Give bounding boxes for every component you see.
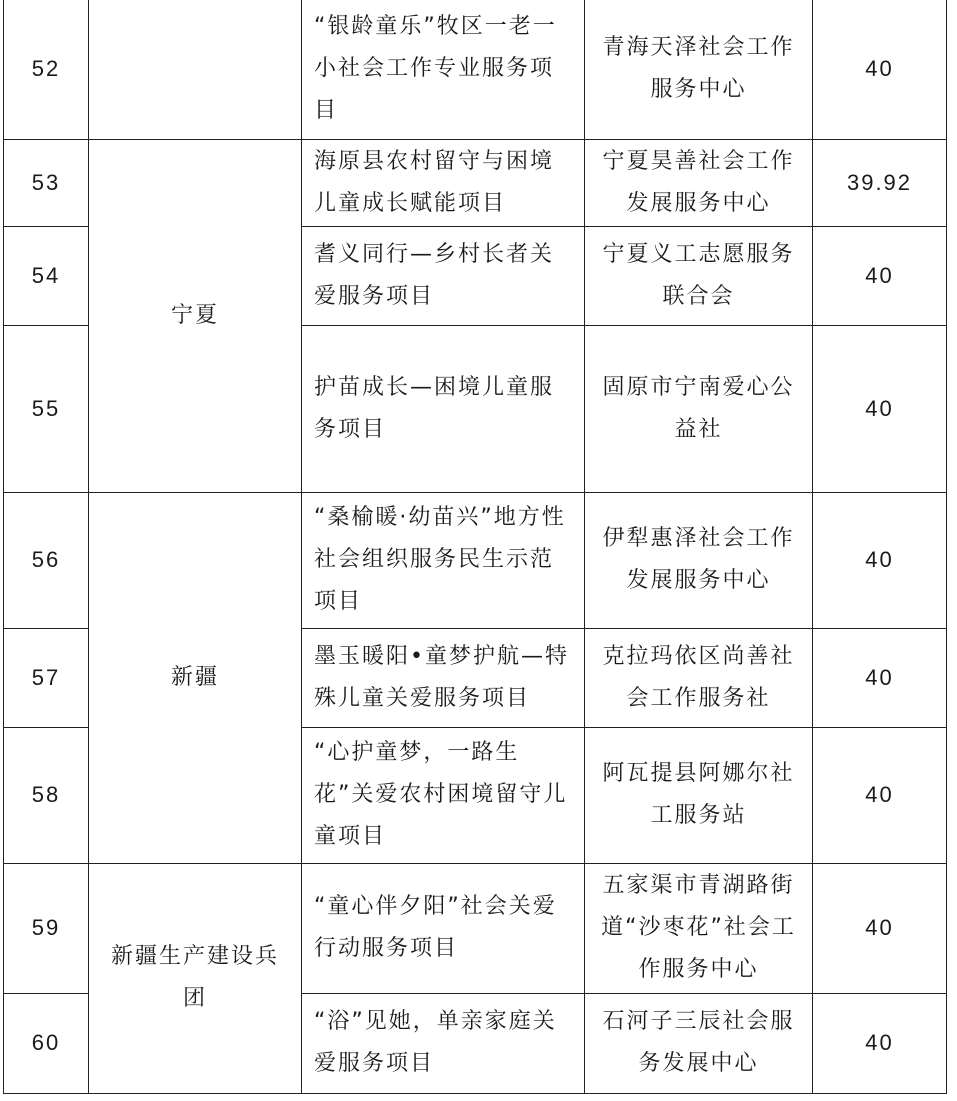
project-name: 海原县农村留守与困境儿童成长赋能项目 (302, 139, 585, 226)
organization-name: 伊犁惠泽社会工作发展服务中心 (585, 492, 813, 628)
score: 40 (813, 727, 947, 863)
project-name: “童心伴夕阳”社会关爱行动服务项目 (302, 863, 585, 993)
project-name: 墨玉暖阳•童梦护航—特殊儿童关爱服务项目 (302, 628, 585, 727)
table-row (4, 863, 947, 993)
organization-name: 宁夏昊善社会工作发展服务中心 (585, 139, 813, 226)
region-name: 新疆生产建设兵团 (110, 944, 279, 1011)
project-table (3, 0, 947, 1094)
table-row (4, 492, 947, 628)
organization-name: 固原市宁南爱心公益社 (585, 325, 813, 492)
organization-name: 宁夏义工志愿服务联合会 (585, 226, 813, 325)
project-name: “浴”见她，单亲家庭关爱服务项目 (302, 993, 585, 1093)
score: 39.92 (813, 139, 947, 226)
score: 40 (813, 492, 947, 628)
table-row (4, 139, 947, 226)
organization-name: 克拉玛依区尚善社会工作服务社 (585, 628, 813, 727)
score: 40 (813, 325, 947, 492)
row-number: 60 (4, 993, 89, 1093)
project-name: “桑榆暖·幼苗兴”地方性社会组织服务民生示范项目 (302, 492, 585, 628)
organization-name: 阿瓦提县阿娜尔社工服务站 (585, 727, 813, 863)
region-name: 宁夏 (170, 302, 219, 328)
table-row (4, 0, 947, 139)
row-number: 56 (4, 492, 89, 628)
region-cell-ningxia (89, 139, 302, 492)
project-name: “心护童梦，一路生花”关爱农村困境留守儿童项目 (302, 727, 585, 863)
region-cell-empty (89, 0, 302, 139)
region-cell-bingtuan (89, 863, 302, 1093)
row-number: 59 (4, 863, 89, 993)
row-number: 55 (4, 325, 89, 492)
row-number: 52 (4, 0, 89, 139)
row-number: 57 (4, 628, 89, 727)
region-name: 新疆 (170, 664, 219, 690)
score: 40 (813, 0, 947, 139)
organization-name: 五家渠市青湖路街道“沙枣花”社会工作服务中心 (585, 863, 813, 993)
row-number: 53 (4, 139, 89, 226)
region-cell-xinjiang (89, 492, 302, 863)
score: 40 (813, 226, 947, 325)
row-number: 58 (4, 727, 89, 863)
row-number: 54 (4, 226, 89, 325)
organization-name: 石河子三辰社会服务发展中心 (585, 993, 813, 1093)
project-name: 护苗成长—困境儿童服务项目 (302, 325, 585, 492)
organization-name: 青海天泽社会工作服务中心 (585, 0, 813, 139)
score: 40 (813, 993, 947, 1093)
project-name: “银龄童乐”牧区一老一小社会工作专业服务项目 (302, 0, 585, 139)
project-name: 耆义同行—乡村长者关爱服务项目 (302, 226, 585, 325)
score: 40 (813, 628, 947, 727)
score: 40 (813, 863, 947, 993)
